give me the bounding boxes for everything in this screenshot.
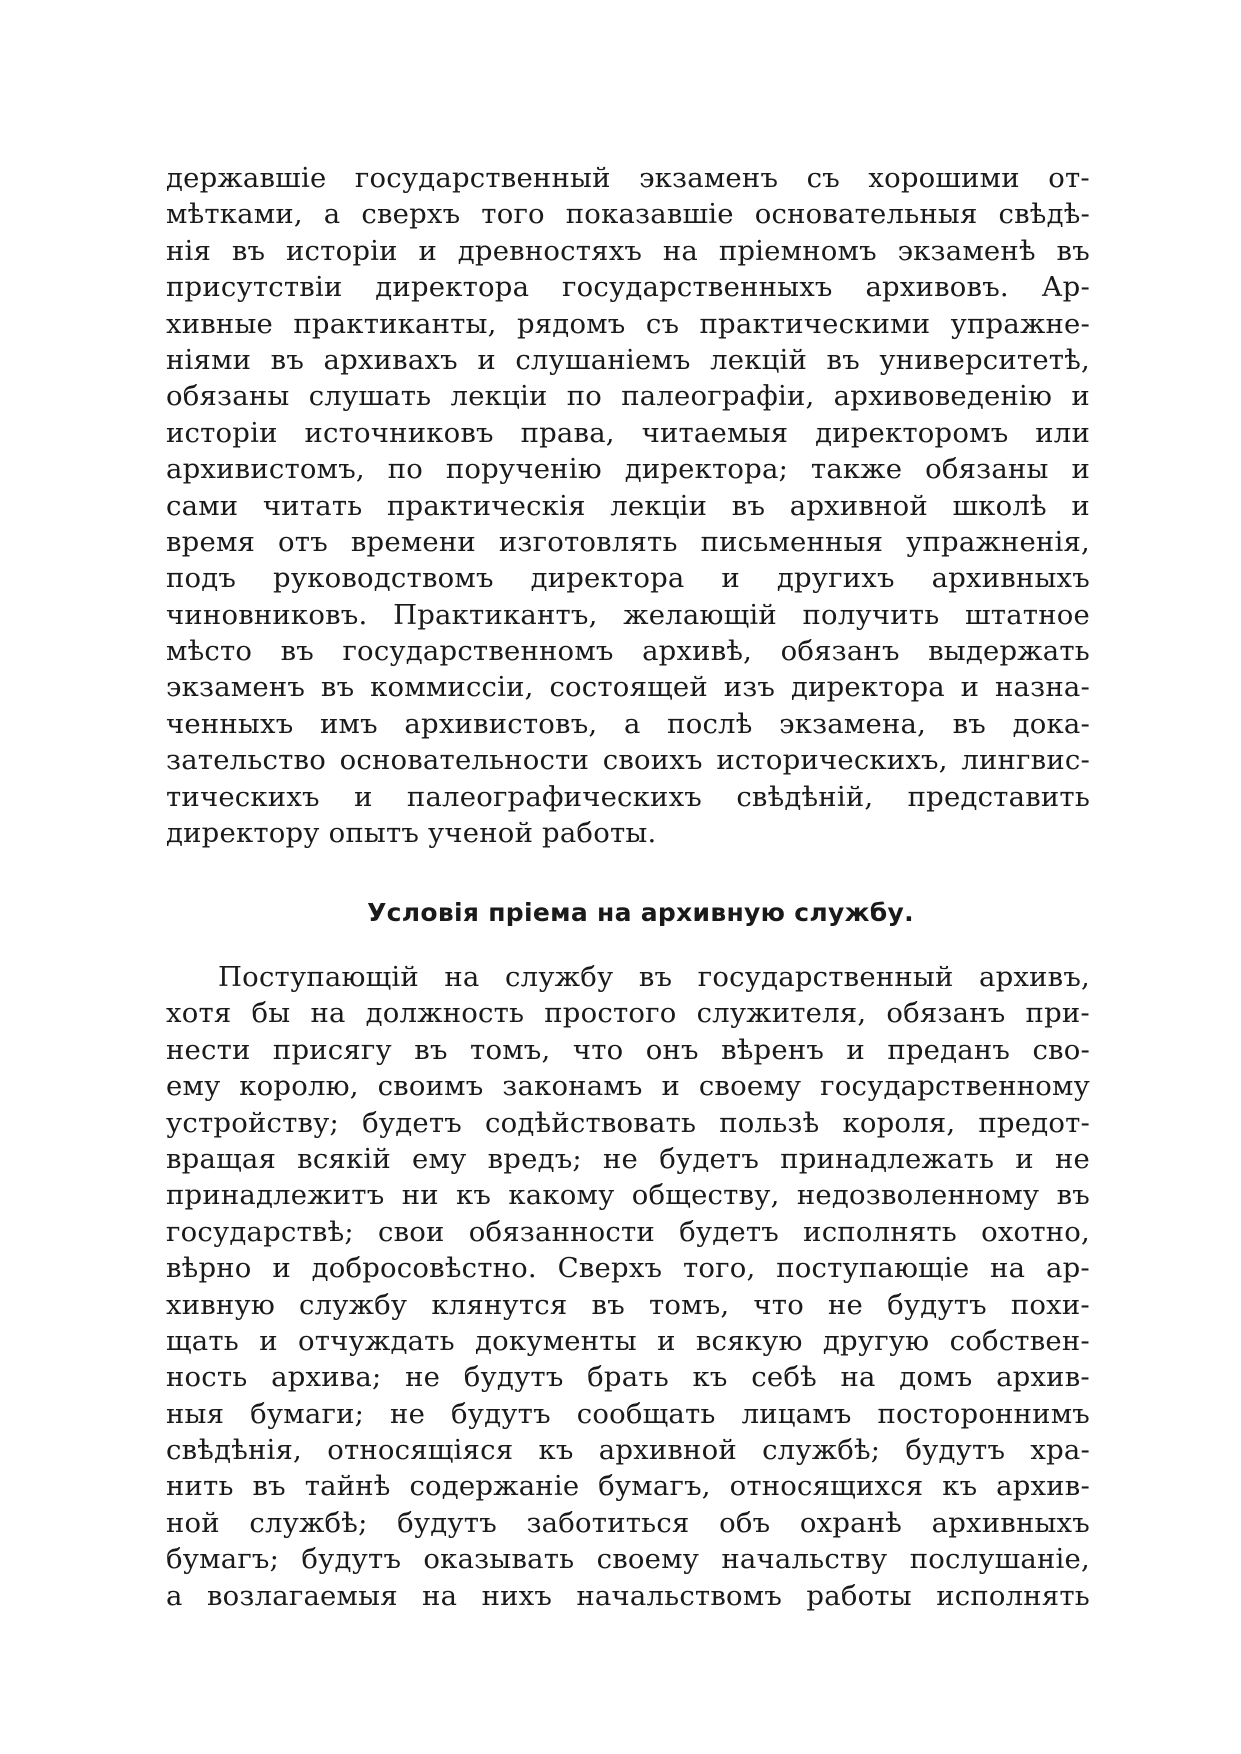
text-line: хивную службу клянутся въ томъ, что не будутъ похи- (166, 1288, 1090, 1321)
text-line: присутствіи директора государственныхъ архивовъ. Ар- (166, 271, 1090, 304)
text-line: ему королю, своимъ законамъ и своему государственному (166, 1070, 1090, 1103)
text-line: ныя бумаги; не будутъ сообщать лицамъ постороннимъ (166, 1397, 1090, 1430)
text-line: щать и отчуждать документы и всякую другую собствен- (166, 1324, 1090, 1357)
text-line: нить въ тайнѣ содержаніе бумагъ, относящихся къ архив- (166, 1470, 1090, 1503)
text-line: ніями въ архивахъ и слушаніемъ лекцій въ университетѣ, (166, 343, 1090, 376)
text-line: хивные практиканты, рядомъ съ практическими упражне- (166, 307, 1090, 340)
section-heading: Условія пріема на архивную службу. (367, 898, 914, 927)
text-line: нести присягу въ томъ, что онъ вѣренъ и преданъ сво- (166, 1033, 1090, 1066)
text-line: директору опытъ ученой работы. (166, 817, 657, 850)
text-line: вѣрно и добросовѣстно. Сверхъ того, поступающіе на ар- (166, 1252, 1090, 1285)
text-line: обязаны слушать лекціи по палеографіи, архивоведенію и (166, 380, 1090, 413)
text-line: бумагъ; будутъ оказывать своему начальству послушаніе, (166, 1543, 1090, 1576)
text-line: государствѣ; свои обязанности будетъ исполнять охотно, (166, 1215, 1090, 1248)
text-line: зательство основательности своихъ историческихъ, лингвис- (166, 744, 1090, 777)
text-line: архивистомъ, по порученію директора; также обязаны и (166, 453, 1090, 486)
text-line: исторіи источниковъ права, читаемыя директоромъ или (166, 416, 1090, 449)
text-line: Поступающій на службу въ государственный архивъ, (218, 961, 1090, 993)
text-line: ность архива; не будутъ брать къ себѣ на домъ архив- (166, 1361, 1090, 1394)
text-line: принадлежитъ ни къ какому обществу, недозволенному въ (166, 1179, 1090, 1212)
text-line: нія въ исторіи и древностяхъ на пріемномъ экзаменѣ въ (166, 234, 1090, 267)
text-line: чиновниковъ. Практикантъ, желающій получить штатное (166, 598, 1090, 631)
text-line: вращая всякій ему вредъ; не будетъ принадлежать и не (166, 1142, 1090, 1175)
paragraph-2 (166, 959, 1090, 1614)
text-line: а возлагаемыя на нихъ начальствомъ работы исполнять (166, 1579, 1090, 1612)
text-line: державшіе государственный экзаменъ съ хорошими от- (166, 162, 1090, 194)
text-line: мѣтками, а сверхъ того показавшіе основательныя свѣдѣ- (166, 198, 1090, 231)
paragraph-1 (166, 160, 1090, 851)
text-line: свѣдѣнія, относящіяся къ архивной службѣ; будутъ хра- (166, 1434, 1090, 1467)
text-line: ченныхъ имъ архивистовъ, а послѣ экзамена, въ дока- (166, 707, 1090, 740)
text-line: хотя бы на должность простого служителя, обязанъ при- (166, 997, 1090, 1030)
text-line: ной службѣ; будутъ заботиться объ охранѣ архивныхъ (166, 1506, 1090, 1539)
text-line: тическихъ и палеографическихъ свѣдѣній, представить (166, 780, 1090, 813)
text-line: сами читать практическія лекціи въ архивной школѣ и (166, 489, 1090, 522)
text-line: устройству; будетъ содѣйствовать пользѣ короля, предот- (166, 1106, 1090, 1139)
text-line: экзаменъ въ коммиссіи, состоящей изъ директора и назна- (166, 671, 1090, 704)
text-line: мѣсто въ государственномъ архивѣ, обязанъ выдержать (166, 635, 1090, 668)
text-line: время отъ времени изготовлять письменныя упражненія, (166, 525, 1090, 558)
text-line: подъ руководствомъ директора и другихъ архивныхъ (166, 562, 1090, 595)
